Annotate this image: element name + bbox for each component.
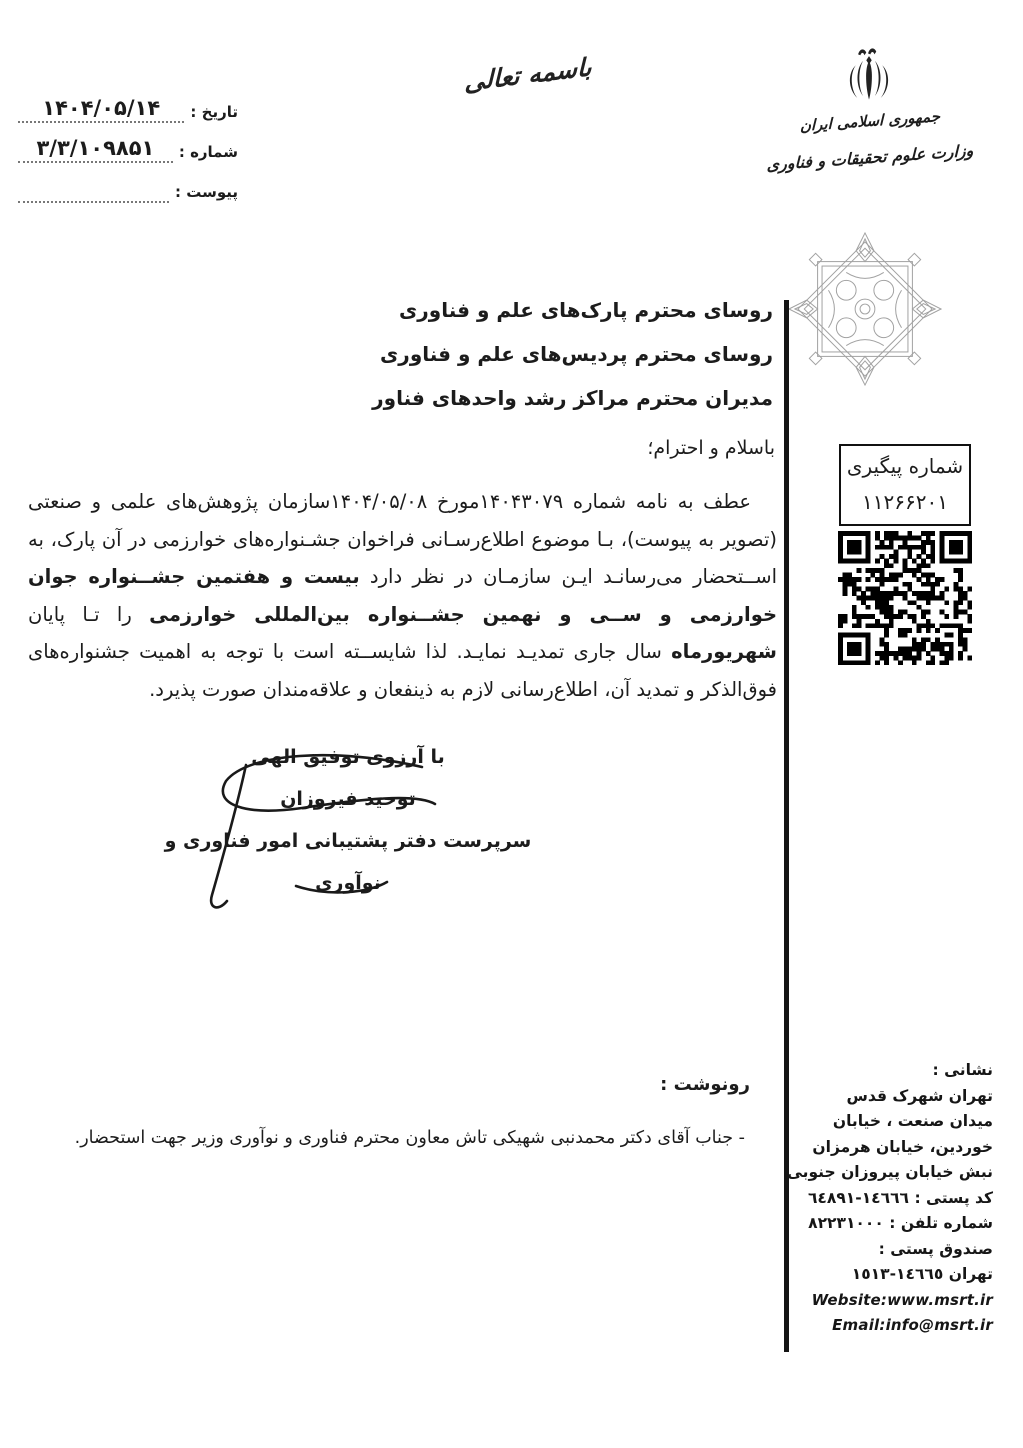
attachment-value (18, 178, 169, 203)
attachment-row (18, 178, 238, 203)
phone-value: ٨٢٢٣١٠٠٠ (808, 1214, 884, 1232)
body-paragraph: عطف به نامه شماره ۱۴۰۴۳۰۷۹مورخ ۱۴۰۴/۰۵/۰۸سازمان پژوهش‌های علمی و صنعتی (تصویر به پیوست)، بـا موضوع اطلاع‌رسـانی فراخوان جشـنواره‌های خوارزمی در آن پارک، به اســتحضار می‌رسانـد ایـن سازمـان در نظر دارد بیست و هفتمین جشــنواره جوان خوارزمی و ســی و نهمین جشــنواره بین‌المللی خوارزمی را تـا پایان شهریورماه سال جاری تمدیـد نمایـد. لذا شایســته است با توجه به اهمیت جشنواره‌های فوق‌الذکر و تمدید آن، اطلاع‌رسانی لازم به ذینفعان و علاقه‌مندان صورت پذیرد. (28, 490, 777, 701)
recipients-block (273, 288, 773, 420)
iran-emblem-icon (840, 44, 898, 110)
qr-code (838, 531, 972, 665)
postal-code-line (763, 1186, 993, 1212)
postal-code-label: کد پستی : (914, 1188, 993, 1207)
number-label: شماره : (178, 143, 238, 162)
date-row (18, 96, 238, 123)
po-box-value: ١٤٦٦٥-١٥١٣ (851, 1265, 944, 1283)
postal-code-value: ١٤٦٦٦-٦٤٨٩١ (807, 1188, 910, 1207)
address-line: تهران شهرک قدس (846, 1086, 993, 1105)
footer-address-block (763, 1058, 993, 1339)
phone-label: شماره تلفن : (889, 1214, 993, 1232)
tracking-number: ۱۱۲۶۶۲۰۱ (862, 490, 948, 514)
recipient-line: روسای محترم پارک‌های علم و فناوری (398, 298, 773, 322)
signatory-title: سرپرست دفتر پشتیبانی امور فناوری و نوآوری (164, 830, 532, 894)
tracking-label: شماره پیگیری (846, 454, 964, 478)
website-link[interactable]: Website:www.msrt.ir (811, 1290, 993, 1309)
ornament-medallion (786, 230, 944, 388)
phone-line (763, 1211, 993, 1237)
address-line: خوردین، خیابان هرمزان (812, 1137, 993, 1156)
ministry-name: وزارت علوم تحقیقات و فناوری (766, 140, 974, 175)
address-line: نبش خیابان پیروزان جنوبی (786, 1163, 993, 1181)
attachment-label: پیوست : (174, 183, 238, 201)
number-value: ۳/۳/۱۰۹۸۵۱ (18, 136, 173, 163)
bismillah-text: باسمه تعالی (464, 52, 592, 97)
po-box-line (763, 1262, 993, 1288)
signature-prayer: با آرزوی توفیق الهی (251, 746, 445, 768)
recipient-line: روسای محترم پردیس‌های علم و فناوری (379, 342, 773, 366)
cc-item: - جناب آقای دکتر محمدنبی شهیکی تاش معاون محترم فناوری و نوآوری وزیر جهت استحضار. (74, 1128, 745, 1148)
date-value: ۱۴۰۴/۰۵/۱۴ (18, 96, 184, 123)
address-label: نشانی : (932, 1061, 993, 1079)
po-box-label: صندوق پستی : (878, 1239, 993, 1258)
tracking-box (839, 444, 971, 526)
number-row (18, 136, 238, 163)
date-label: تاریخ : (190, 103, 238, 122)
signature-block (148, 736, 548, 904)
po-box-city: تهران (948, 1265, 993, 1283)
email-link[interactable]: Email:info@msrt.ir (832, 1316, 993, 1334)
address-line: میدان صنعت ، خیابان (832, 1112, 993, 1130)
cc-label: رونوشت : (660, 1074, 750, 1095)
recipient-line: مدیران محترم مراکز رشد واحدهای فناور (372, 386, 773, 410)
salutation-text: باسلام و احترام؛ (647, 437, 775, 459)
country-name: جمهوری اسلامی ایران (799, 107, 941, 135)
signatory-name: توحید فیروزان (280, 788, 416, 810)
